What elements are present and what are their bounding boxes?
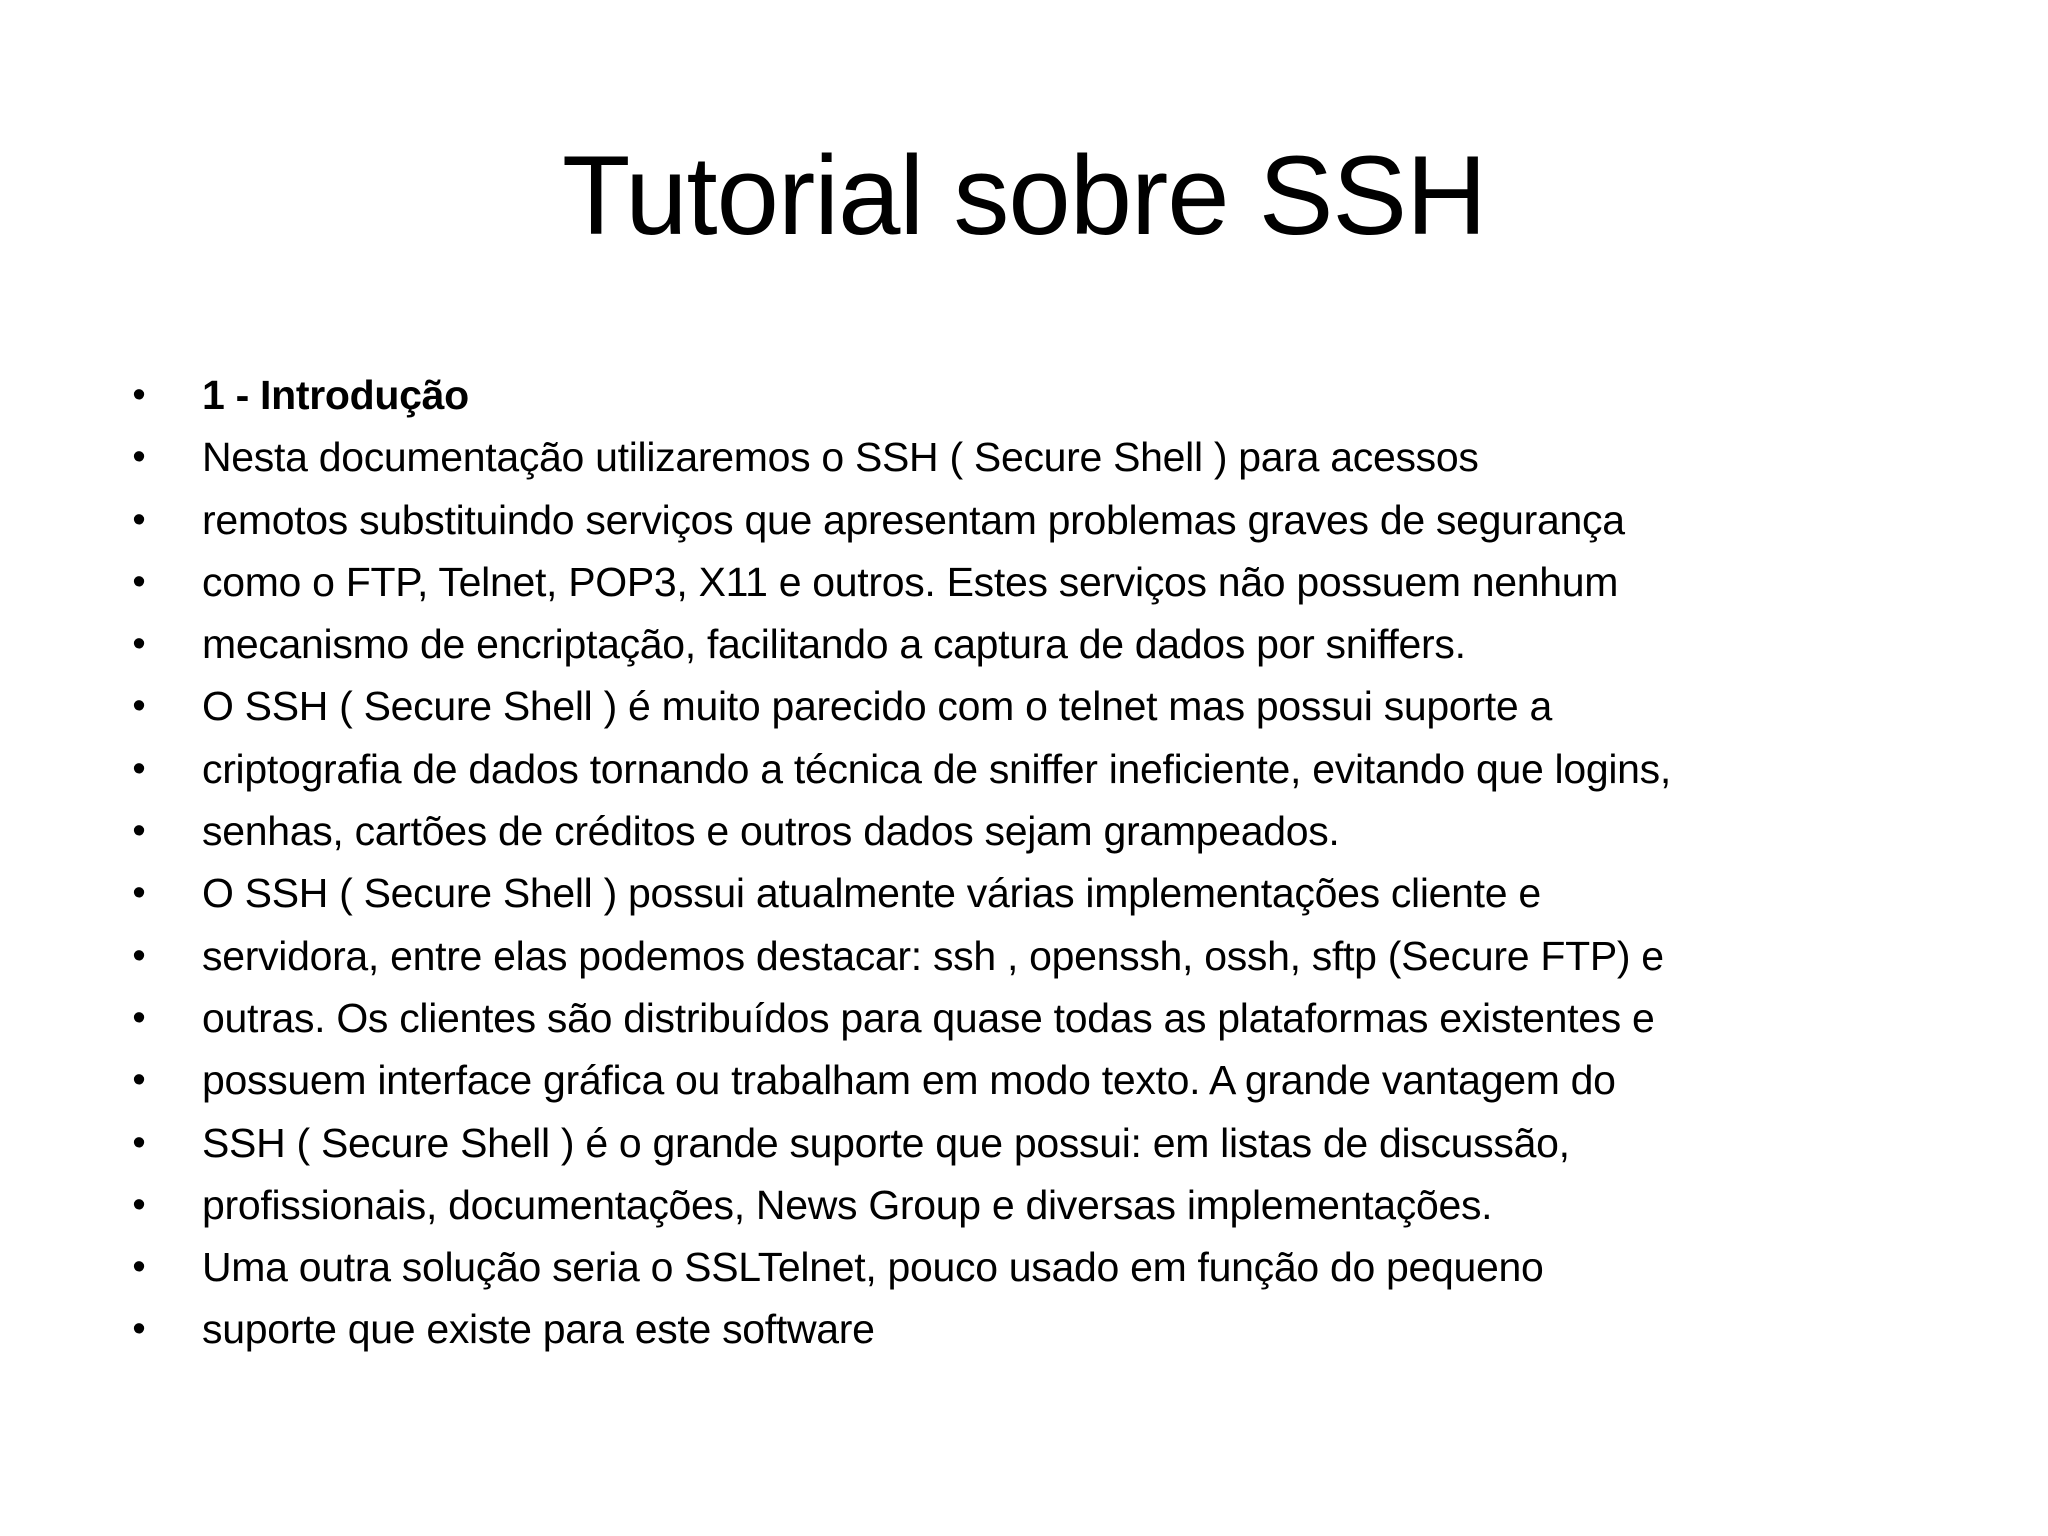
bullet-item xyxy=(0,1298,2048,1360)
bullet-icon: • xyxy=(132,996,146,1039)
bullet-item xyxy=(0,987,2048,1049)
bullet-icon: • xyxy=(132,934,146,977)
bullet-icon: • xyxy=(132,374,146,416)
bullet-text: O SSH ( Secure Shell ) é muito parecido com o telnet mas possui suporte a xyxy=(202,683,1552,730)
bullet-item xyxy=(0,925,2048,987)
bullet-text: senhas, cartões de créditos e outros dados sejam grampeados. xyxy=(202,808,1340,855)
bullet-item xyxy=(0,862,2048,924)
bullet-text: Uma outra solução seria o SSLTelnet, pouco usado em função do pequeno xyxy=(202,1244,1544,1291)
bullet-list xyxy=(0,364,2048,1361)
bullet-icon: • xyxy=(132,1183,146,1226)
bullet-text: como o FTP, Telnet, POP3, X11 e outros. Estes serviços não possuem nenhum xyxy=(202,558,1619,605)
bullet-item xyxy=(0,1112,2048,1174)
bullet-text: mecanismo de encriptação, facilitando a captura de dados por sniffers. xyxy=(202,621,1466,668)
bullet-item xyxy=(0,1049,2048,1111)
bullet-item xyxy=(0,426,2048,488)
bullet-item xyxy=(0,489,2048,551)
bullet-icon: • xyxy=(132,623,146,666)
bullet-item xyxy=(0,1174,2048,1236)
bullet-text: criptografia de dados tornando a técnica de sniffer ineficiente, evitando que logins, xyxy=(202,745,1671,792)
bullet-text: servidora, entre elas podemos destacar: ssh , openssh, ossh, sftp (Secure FTP) e xyxy=(202,932,1664,979)
bullet-icon: • xyxy=(132,436,146,479)
bullet-icon: • xyxy=(132,872,146,915)
bullet-icon: • xyxy=(132,1059,146,1102)
bullet-icon: • xyxy=(132,498,146,541)
bullet-text: Nesta documentação utilizaremos o SSH ( Secure Shell ) para acessos xyxy=(202,434,1479,481)
bullet-text: SSH ( Secure Shell ) é o grande suporte que possui: em listas de discussão, xyxy=(202,1119,1570,1166)
bullet-item xyxy=(0,675,2048,737)
bullet-icon: • xyxy=(132,560,146,603)
bullet-icon: • xyxy=(132,1246,146,1289)
bullet-item xyxy=(0,738,2048,800)
bullet-text: O SSH ( Secure Shell ) possui atualmente várias implementações cliente e xyxy=(202,870,1541,917)
bullet-icon: • xyxy=(132,747,146,790)
slide-title: Tutorial sobre SSH xyxy=(562,133,1486,258)
bullet-item xyxy=(0,800,2048,862)
bullet-icon: • xyxy=(132,1121,146,1164)
bullet-text: 1 - Introdução xyxy=(202,372,469,418)
bullet-item xyxy=(0,551,2048,613)
bullet-icon: • xyxy=(132,685,146,728)
bullet-text: possuem interface gráfica ou trabalham em modo texto. A grande vantagem do xyxy=(202,1057,1616,1104)
bullet-icon: • xyxy=(132,810,146,853)
bullet-text: remotos substituindo serviços que apresentam problemas graves de segurança xyxy=(202,496,1625,543)
bullet-text: outras. Os clientes são distribuídos para quase todas as plataformas existentes e xyxy=(202,994,1655,1041)
bullet-text: profissionais, documentações, News Group e diversas implementações. xyxy=(202,1181,1493,1228)
bullet-item xyxy=(0,613,2048,675)
bullet-icon: • xyxy=(132,1308,146,1351)
bullet-text: suporte que existe para este software xyxy=(202,1306,875,1353)
bullet-item xyxy=(0,364,2048,426)
bullet-item xyxy=(0,1236,2048,1298)
